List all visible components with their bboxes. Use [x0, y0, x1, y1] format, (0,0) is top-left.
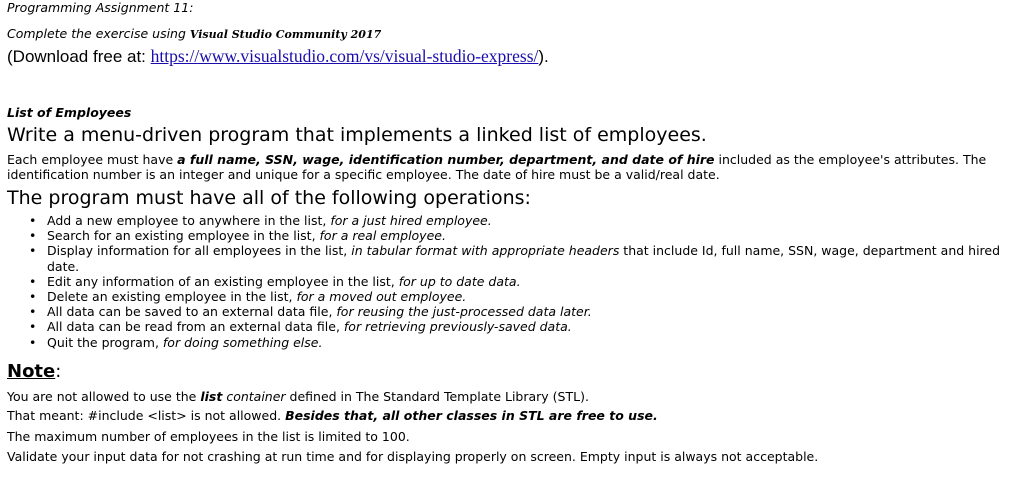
note-colon: :	[55, 361, 62, 382]
op-italic: in tabular format with appropriate headers	[351, 243, 620, 259]
download-suffix: ).	[538, 47, 549, 66]
bullet-icon: •	[29, 319, 37, 335]
op-italic: for a moved out employee.	[296, 289, 467, 305]
attrs-suffix: included as the employee's attributes. The identification number is an integer and unique for a specific employee. The date of hire must be a valid/real date.	[7, 152, 987, 182]
download-link[interactable]: https://www.visualstudio.com/vs/visual-studio-express/	[150, 46, 539, 66]
bullet-icon: •	[29, 213, 37, 228]
operations-title: The program must have all of the following operations:	[7, 187, 531, 209]
list-item	[29, 273, 1007, 289]
note-l2-prefix: That meant: #include <list> is not allowed.	[7, 408, 286, 423]
bullet-icon: •	[29, 228, 37, 244]
task-headline: Write a menu-driven program that implements a linked list of employees.	[7, 124, 707, 146]
op-italic: for doing something else.	[162, 334, 323, 350]
operations-list	[7, 213, 1007, 350]
note-l1-suffix: defined in The Standard Template Library (STL).	[285, 389, 589, 404]
assignment-number: Programming Assignment 11:	[7, 0, 194, 15]
download-line	[7, 46, 549, 67]
tool-name: Visual Studio Community 2017	[189, 28, 382, 41]
bullet-icon: •	[29, 334, 37, 350]
attrs-prefix: Each employee must have	[7, 152, 178, 167]
op-text: Edit any information of an existing employee in the list,	[47, 273, 399, 289]
op-text: Add a new employee to anywhere in the list,	[47, 213, 331, 228]
complete-prefix: Complete the exercise using	[7, 26, 190, 41]
employee-attributes-paragraph	[7, 152, 1002, 182]
note-heading	[7, 361, 61, 382]
complete-instruction	[7, 26, 381, 41]
note-line-2	[7, 408, 658, 423]
op-text: All data can be saved to an external data file,	[47, 304, 337, 320]
op-italic: for a real employee.	[319, 228, 446, 244]
note-line-1	[7, 389, 589, 404]
note-l1-prefix: You are not allowed to use the	[7, 389, 201, 404]
op-text-2: that include Id, full name, SSN, wage, department and hired date.	[47, 243, 1001, 274]
list-item	[29, 319, 1007, 335]
attrs-list: a full name, SSN, wage, identification number, department, and date of hire	[177, 152, 715, 167]
note-l1-bold: list	[200, 389, 223, 404]
list-item	[29, 213, 1007, 228]
download-prefix: (Download free at:	[7, 47, 151, 66]
note-title: Note	[7, 361, 56, 382]
op-text: All data can be read from an external data file,	[47, 319, 344, 335]
op-text: Display information for all employees in the list,	[47, 243, 352, 259]
list-item	[29, 289, 1007, 305]
op-text: Quit the program,	[47, 334, 163, 350]
op-italic: for a just hired employee.	[330, 213, 492, 228]
op-text: Delete an existing employee in the list,	[47, 289, 297, 305]
section-title: List of Employees	[7, 105, 132, 120]
list-item	[29, 334, 1007, 350]
bullet-icon: •	[29, 243, 37, 259]
note-line-4: Validate your input data for not crashing at run time and for displaying properly on screen. Empty input is always not acceptable.	[7, 449, 819, 464]
bullet-icon: •	[29, 289, 37, 305]
note-l1-italic: container	[222, 389, 286, 404]
bullet-icon: •	[29, 273, 37, 289]
op-italic: for retrieving previously-saved data.	[343, 319, 572, 335]
op-italic: for up to date data.	[398, 273, 521, 289]
note-line-3: The maximum number of employees in the list is limited to 100.	[7, 429, 410, 444]
note-l2-bold: Besides that, all other classes in STL are free to use.	[285, 408, 658, 423]
bullet-icon: •	[29, 304, 37, 320]
op-text: Search for an existing employee in the list,	[47, 228, 320, 244]
op-italic: for reusing the just-processed data later.	[336, 304, 592, 320]
list-item	[29, 304, 1007, 320]
list-item	[29, 243, 1007, 274]
list-item	[29, 228, 1007, 244]
